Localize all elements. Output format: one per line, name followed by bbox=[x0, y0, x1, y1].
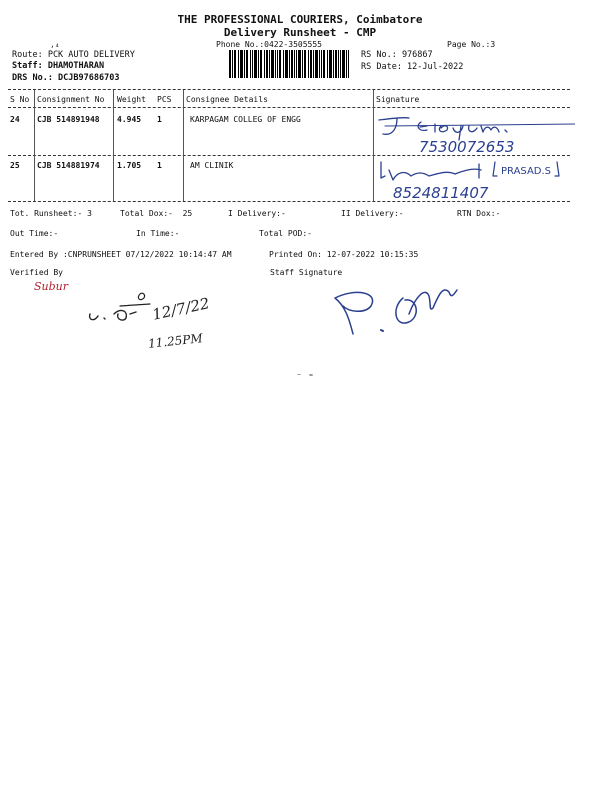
barcode-image bbox=[229, 50, 349, 78]
stray-mark: ,₄ bbox=[50, 40, 60, 49]
phone-number: Phone No.:0422-3505555 bbox=[216, 40, 322, 49]
company-title: THE PROFESSIONAL COURIERS, Coimbatore bbox=[177, 13, 423, 26]
drs-number: DRS No.: DCJB97686703 bbox=[12, 73, 120, 83]
table-cell-pcs: 1 bbox=[157, 115, 162, 124]
rs-date: RS Date: 12-Jul-2022 bbox=[361, 62, 464, 72]
table-top-rule bbox=[8, 89, 570, 90]
rs-number: RS No.: 976867 bbox=[361, 50, 433, 60]
column-header-weight: Weight bbox=[117, 95, 146, 104]
column-divider bbox=[183, 90, 184, 201]
in-time: In Time:- bbox=[136, 229, 180, 238]
table-header-rule bbox=[8, 107, 570, 108]
staff-label: Staff: DHAMOTHARAN bbox=[12, 61, 105, 71]
table-cell-consignee: KARPAGAM COLLEG OF ENGG bbox=[190, 115, 301, 124]
total-pod: Total POD:- bbox=[259, 229, 312, 238]
table-cell-weight: 1.705 bbox=[117, 161, 142, 170]
column-header-sno: S No bbox=[10, 95, 30, 104]
handwritten-signature bbox=[375, 112, 575, 156]
i-delivery: I Delivery:- bbox=[228, 209, 286, 218]
svg-text:8524811407: 8524811407 bbox=[393, 184, 489, 202]
entered-by: Entered By :CNPRUNSHEET 07/12/2022 10:14:47 AM bbox=[10, 250, 232, 259]
table-cell-consignee: AM CLINIK bbox=[190, 161, 234, 170]
verified-date: 12/7/22 bbox=[150, 294, 212, 324]
table-cell-pcs: 1 bbox=[157, 161, 162, 170]
table-cell-sno: 25 bbox=[10, 161, 20, 170]
verified-time: 11.25PM bbox=[147, 331, 204, 351]
column-divider bbox=[34, 90, 35, 201]
rtn-dox: RTN Dox:- bbox=[457, 209, 501, 218]
total-runsheet: Tot. Runsheet:- 3 bbox=[10, 209, 92, 218]
column-divider bbox=[113, 90, 114, 201]
row-signature bbox=[375, 156, 585, 202]
table-cell-weight: 4.945 bbox=[117, 115, 142, 124]
table-cell-consignment: CJB 514881974 bbox=[37, 161, 100, 170]
column-divider bbox=[373, 90, 374, 201]
printed-on: Printed On: 12-07-2022 10:15:35 bbox=[269, 250, 419, 259]
table-cell-sno: 24 bbox=[10, 115, 20, 124]
column-header-consignee: Consignee Details bbox=[186, 95, 268, 104]
column-header-signature: Signature bbox=[376, 95, 420, 104]
stray-mark: ⁻ ⁼ bbox=[296, 372, 315, 383]
svg-text:7530072653: 7530072653 bbox=[419, 138, 515, 156]
staff-signature bbox=[325, 278, 475, 338]
staff-signature-label: Staff Signature bbox=[270, 268, 343, 277]
ii-delivery: II Delivery:- bbox=[341, 209, 404, 218]
verified-initials: Subur bbox=[34, 280, 69, 293]
svg-text:PRASAD.S: PRASAD.S bbox=[501, 166, 552, 177]
total-dox: Total Dox:- 25 bbox=[120, 209, 193, 218]
row-signature bbox=[375, 112, 575, 156]
column-header-consignment: Consignment No bbox=[37, 95, 105, 104]
page-number: Page No.:3 bbox=[447, 40, 496, 49]
out-time: Out Time:- bbox=[10, 229, 59, 238]
column-header-pcs: PCS bbox=[157, 95, 172, 104]
table-cell-consignment: CJB 514891948 bbox=[37, 115, 100, 124]
route-label: Route: PCK AUTO DELIVERY bbox=[12, 50, 135, 60]
handwritten-signature bbox=[375, 156, 585, 202]
verified-by-label: Verified By bbox=[10, 268, 63, 277]
staff-handwritten-signature bbox=[325, 278, 475, 338]
document-subtitle: Delivery Runsheet - CMP bbox=[223, 26, 377, 39]
